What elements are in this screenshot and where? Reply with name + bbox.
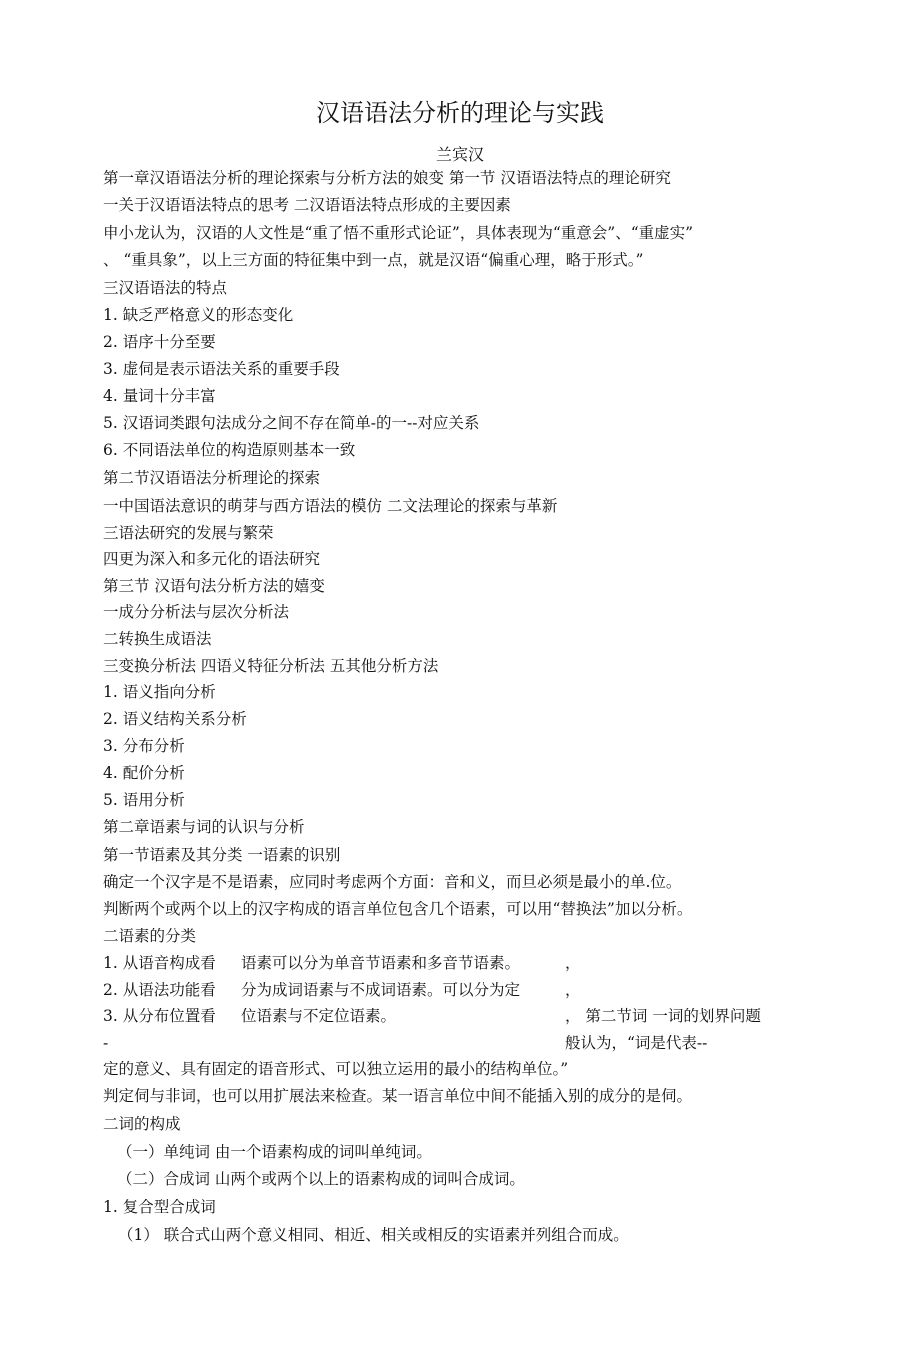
text-line: 一中国语法意识的萌芽与西方语法的模仿 二文法理论的探索与革新 xyxy=(103,497,558,515)
text-line: 判断两个或两个以上的汉字构成的语言单位包含几个语素，可以用“替换法”加以分析。 xyxy=(103,900,693,918)
text-line: 一成分分析法与层次分析法 xyxy=(103,603,290,621)
text-line: 2. 语义结构关系分析 xyxy=(103,710,247,728)
text-line: 申小龙认为，汉语的人文性是“重了悟不重形式论证”，具体表现为“重意会”、“重虚实” xyxy=(103,224,694,242)
text-line: 3. 分布分析 xyxy=(103,737,185,755)
text-line: 二语素的分类 xyxy=(103,927,197,945)
classification-side: ， xyxy=(565,981,581,999)
document-author: 兰宾汉 xyxy=(435,145,484,164)
indented-line: （1） 联合式山两个意义相同、相近、相关或相反的实语素并列组合而成。 xyxy=(118,1226,629,1244)
text-line: 、 “重具象”，以上三方面的特征集中到一点，就是汉语“偏重心理，略于形式。” xyxy=(103,251,644,269)
indented-line: （二）合成词 山两个或两个以上的语素构成的词叫合成词。 xyxy=(117,1170,525,1188)
indented-line: （一）单纯词 由一个语素构成的词叫单纯词。 xyxy=(117,1143,432,1161)
text-line: 一关于汉语语法特点的思考 二汉语语法特点形成的主要因素 xyxy=(103,196,511,214)
text-line: 三变换分析法 四语义特征分析法 五其他分析方法 xyxy=(103,657,439,675)
text-line: 6. 不同语法单位的构造原则基本一致 xyxy=(103,441,356,459)
text-line: 第一节语素及其分类 一语素的识别 xyxy=(103,846,341,864)
text-line: 第二章语素与词的认识与分析 xyxy=(103,818,305,836)
classification-side: ， xyxy=(565,954,581,972)
classification-text: 语素可以分为单音节语素和多音节语素。 xyxy=(241,954,521,972)
text-line: 4. 量词十分丰富 xyxy=(103,387,216,405)
text-line: 5. 语用分析 xyxy=(103,791,185,809)
text-line: 确定一个汉字是不是语素，应同时考虑两个方面：音和义，而旦必须是最小的单.位。 xyxy=(103,873,682,891)
text-line: 第二节汉语语法分析理论的探索 xyxy=(103,469,321,487)
classification-text: 分为成词语素与不成词语素。可以分为定 xyxy=(241,981,521,999)
text-line: 三汉语语法的特点 xyxy=(103,279,228,297)
text-line: 4. 配价分析 xyxy=(103,764,185,782)
text-line: 1. 语义指向分析 xyxy=(103,683,216,701)
text-line: 1. 缺乏严格意义的形态变化 xyxy=(103,306,294,324)
text-line: 3. 虚伺是表示语法关系的重要手段 xyxy=(103,360,340,378)
text-line: 1. 复合型合成词 xyxy=(103,1198,216,1216)
text-line: 5. 汉语词类跟句法成分之间不存在简单-的一--对应关系 xyxy=(103,414,480,432)
classification-text: 位语素与不定位语素。 xyxy=(241,1007,397,1025)
text-line: 第三节 汉语句法分析方法的嬉变 xyxy=(103,577,325,595)
classification-label: 2. 从语法功能看 xyxy=(103,981,216,999)
text-line: 二词的构成 xyxy=(103,1115,181,1133)
text-line: 2. 语序十分至要 xyxy=(103,333,216,351)
classification-label: 3. 从分布位置看 xyxy=(103,1007,216,1025)
classification-label: 1. 从语音构成看 xyxy=(103,954,216,972)
text-line: 三语法研究的发展与繁荣 xyxy=(103,524,274,542)
text-line: 定的意义、具有固定的语音形式、可以独立运用的最小的结构单位。” xyxy=(103,1060,569,1078)
classification-side: ， 第二节词 一词的划界问题 xyxy=(565,1007,761,1025)
text-line: 四更为深入和多元化的语法研究 xyxy=(103,550,321,568)
text-line: 二转换生成语法 xyxy=(103,630,212,648)
dash-line-left: - xyxy=(103,1034,109,1052)
text-line: 第一章汉语语法分析的理论探索与分析方法的娘变 第一节 汉语语法特点的理论研究 xyxy=(103,169,671,187)
document-title: 汉语语法分析的理论与实践 xyxy=(316,99,604,127)
text-line: 判定伺与非词，也可以用扩展法来检查。某一语言单位中间不能插入别的成分的是伺。 xyxy=(103,1087,693,1105)
dash-line-right: 般认为，“词是代表-- xyxy=(565,1034,708,1052)
